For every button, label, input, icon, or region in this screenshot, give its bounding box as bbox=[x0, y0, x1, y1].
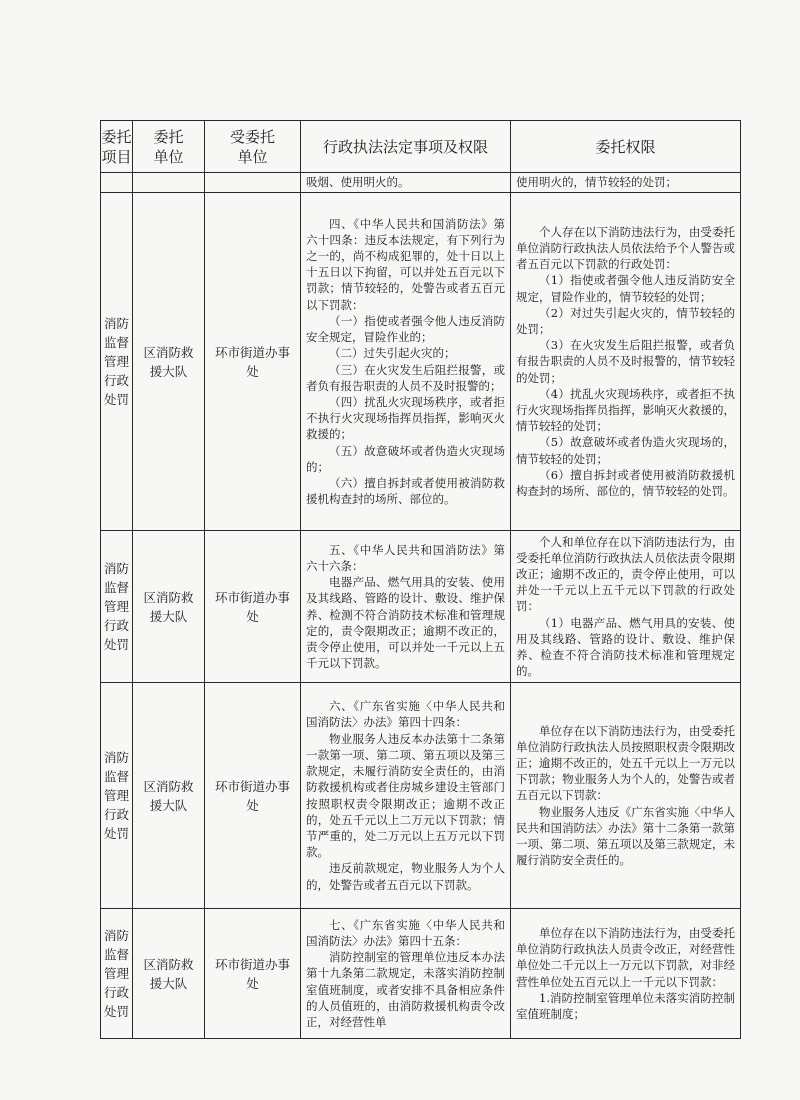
cell-text: 五、《中华人民共和国消防法》第六十六条： bbox=[306, 542, 505, 573]
cell-text: 处罚 bbox=[103, 1004, 129, 1019]
cell-text: 管理 bbox=[103, 599, 129, 614]
header-row bbox=[101, 121, 741, 173]
law-cell bbox=[301, 909, 511, 1039]
cell-text: （1）指使或者强令他人违反消防安全规定，冒险作业的，情节较轻的处罚； bbox=[516, 273, 735, 304]
header-law: 行政执法法定事项及权限 bbox=[301, 121, 511, 173]
entrusted-unit-cell bbox=[205, 909, 301, 1039]
entrusted-unit-cell bbox=[205, 531, 301, 683]
rights-cell bbox=[511, 193, 741, 531]
cell-text: 委托 bbox=[101, 127, 132, 146]
cell-text: 监督 bbox=[103, 580, 129, 595]
cell-text: 单位 bbox=[237, 147, 268, 166]
rights-cell bbox=[511, 173, 741, 193]
delegation-table bbox=[100, 120, 741, 1039]
cell-text: 处罚 bbox=[103, 392, 129, 407]
law-cell bbox=[301, 683, 511, 909]
cell-text: （3）在火灾发生后阻拦报警，或者负有报告职责的人员不及时报警的，情节较轻的处罚； bbox=[516, 338, 735, 385]
cell-text: （6）擅自拆封或者使用被消防救援机构查封的场所、部位的，情节较轻的处罚。 bbox=[516, 467, 735, 499]
cell-text: 援大队 bbox=[149, 363, 188, 379]
cell-text: 消防控制室的管理单位违反本办法第十九条第二款规定，未落实消防控制室值班制度，或者安排不具备相应条件的人员值班的，由消防救援机构责令改正，对经营性单 bbox=[306, 950, 505, 1029]
cell-text: （二）过失引起火灾的； bbox=[329, 346, 456, 361]
cell-text: 四、《中华人民共和国消防法》第六十四条：违反本法规定，有下列行为之一的，尚不构成犯罪的，处十日以上十五日以下拘留，可以并处五百元以下罚款；情节较轻的，处警告或者五百元以下罚款： bbox=[306, 216, 505, 312]
table-row bbox=[101, 683, 741, 909]
table-row bbox=[101, 531, 741, 683]
cell-text: 监督 bbox=[103, 769, 129, 784]
cell-text: 处 bbox=[246, 363, 259, 379]
cell-text: 环市街道办事 bbox=[214, 778, 290, 794]
table-row bbox=[101, 193, 741, 531]
cell-text: 管理 bbox=[103, 966, 129, 981]
cell-text: 单位 bbox=[153, 147, 184, 166]
cell-text: 行政 bbox=[103, 807, 129, 822]
cell-text: 管理 bbox=[103, 354, 129, 369]
cell-text: 行政 bbox=[103, 373, 129, 388]
cell-text: 管理 bbox=[103, 788, 129, 803]
cell-text: （三）在火灾发生后阻拦报警，或者负有报告职责的人员不及时报警的； bbox=[306, 362, 505, 393]
cell-text: 处罚 bbox=[103, 637, 129, 652]
cell-text: （五）故意破坏或者伪造火灾现场的； bbox=[306, 443, 505, 474]
rights-cell bbox=[511, 683, 741, 909]
project-cell bbox=[101, 531, 133, 683]
rights-cell bbox=[511, 909, 741, 1039]
project-cell bbox=[101, 909, 133, 1039]
entrust-unit-cell bbox=[133, 683, 205, 909]
cell-text: （2）对过失引起火灾的，情节较轻的处罚； bbox=[516, 305, 735, 336]
cell-text: 单位存在以下消防违法行为，由受委托单位消防行政执法人员按照职权责令限期改正；逾期不改正的，处五千元以上一万元以下罚款；物业服务人为个人的，处警告或者五百元以下罚款： bbox=[516, 723, 735, 803]
cell-text: 消防 bbox=[103, 928, 129, 943]
entrust-unit-cell bbox=[133, 193, 205, 531]
cell-text: 消防 bbox=[103, 561, 129, 576]
cell-text: 项目 bbox=[101, 147, 132, 166]
cell-text: （一）指使或者强令他人违反消防安全规定，冒险作业的； bbox=[306, 313, 505, 345]
cell-text: 区消防救 bbox=[143, 589, 194, 605]
law-cell bbox=[301, 531, 511, 683]
cell-text: 区消防救 bbox=[143, 956, 194, 972]
header-entrusted-unit bbox=[205, 121, 301, 173]
cell-text: 六、《广东省实施〈中华人民共和国消防法〉办法》第四十四条： bbox=[306, 699, 505, 730]
header-entrust-unit bbox=[133, 121, 205, 173]
entrust-unit-cell bbox=[133, 531, 205, 683]
cell-text: （1）电器产品、燃气用具的安装、使用及其线路、管路的设计、敷设、维护保养、检查不符合消防技术标准和管理规定的。 bbox=[516, 615, 735, 679]
cell-text: 单位存在以下消防违法行为，由受委托单位消防行政执法人员责令改正，对经营性单位处二千元以上一万元以下罚款，对非经营性单位处五百元以上一千元以下罚款： bbox=[516, 925, 735, 989]
law-cell bbox=[301, 173, 511, 193]
cell-text: 物业服务人违反《广东省实施〈中华人民共和国消防法〉办法》第十二条第一款第一项、第二项、第五项以及第三款规定，未履行消防安全责任的。 bbox=[516, 804, 735, 868]
continuation-row bbox=[101, 173, 741, 193]
header-project bbox=[101, 121, 133, 173]
cell-text: 处罚 bbox=[103, 826, 129, 841]
cell-text: 个人和单位存在以下消防违法行为，由受委托单位消防行政执法人员依法责令限期改正；逾期不改正的，责令停止使用，可以并处一千元以上五千元以下罚款的行政处罚： bbox=[516, 534, 735, 614]
cell-text: 援大队 bbox=[149, 608, 188, 624]
cell-text: 处 bbox=[246, 975, 259, 991]
cell-text: 援大队 bbox=[149, 797, 188, 813]
cell-text: 区消防救 bbox=[143, 778, 194, 794]
cell-text: 处 bbox=[246, 608, 259, 624]
law-cell bbox=[301, 193, 511, 531]
cell-text: 违反前款规定，物业服务人为个人的，处警告或者五百元以下罚款。 bbox=[306, 861, 505, 892]
cell-text: 1.消防控制室管理单位未落实消防控制室值班制度； bbox=[516, 990, 735, 1021]
project-cell bbox=[101, 683, 133, 909]
cell-text: 援大队 bbox=[149, 975, 188, 991]
entrusted-unit-cell bbox=[205, 683, 301, 909]
cell-text: 环市街道办事 bbox=[214, 589, 290, 605]
entrusted-unit-cell bbox=[205, 193, 301, 531]
cell-text: 行政 bbox=[103, 985, 129, 1000]
entrust-unit-cell bbox=[133, 909, 205, 1039]
cell-text: 消防 bbox=[103, 316, 129, 331]
cell-text: 监督 bbox=[103, 335, 129, 350]
cell-text: 使用明火的，情节较轻的处罚； bbox=[516, 175, 677, 190]
cell-text: 受委托 bbox=[229, 127, 275, 146]
cell-text: 物业服务人违反本办法第十二条第一款第一项、第二项、第五项以及第三款规定，未履行消防安全责任的，由消防救援机构或者住房城乡建设主管部门按照职权责令限期改正；逾期不改正的，处五千元以上二万元以下罚款；情节严重的，处二万元以上五万元以下罚款。 bbox=[306, 731, 505, 860]
cell-text: 电器产品、燃气用具的安装、使用及其线路、管路的设计、敷设、维护保养、检测不符合消防技术标准和管理规定的，责令限期改正；逾期不改正的，责令停止使用，可以并处一千元以上五千元以下罚款。 bbox=[306, 575, 505, 671]
cell-text: 委托 bbox=[153, 127, 184, 146]
cell-text: 消防 bbox=[103, 750, 129, 765]
cell-text: 吸烟、使用明火的。 bbox=[306, 175, 410, 190]
cell-text: （5）故意破坏或者伪造火灾现场的，情节较轻的处罚； bbox=[516, 435, 735, 466]
cell-text: （六）擅自拆封或者使用被消防救援机构查封的场所、部位的。 bbox=[306, 475, 505, 507]
cell-text: （4）扰乱火灾现场秩序，或者拒不执行火灾现场指挥员指挥，影响灭火救援的，情节较轻的处罚； bbox=[516, 386, 735, 434]
rights-cell bbox=[511, 531, 741, 683]
table-row bbox=[101, 909, 741, 1039]
cell-text: 处 bbox=[246, 797, 259, 813]
cell-text: 个人存在以下消防违法行为，由受委托单位消防行政执法人员依法给予个人警告或者五百元以下罚款的行政处罚： bbox=[516, 224, 735, 272]
cell-text: 环市街道办事 bbox=[214, 956, 290, 972]
cell-text: 监督 bbox=[103, 947, 129, 962]
cell-text: 七、《广东省实施〈中华人民共和国消防法〉办法》第四十五条： bbox=[306, 917, 505, 948]
cell-text: 行政 bbox=[103, 618, 129, 633]
cell-text: 区消防救 bbox=[143, 344, 194, 360]
cell-text: （四）扰乱火灾现场秩序，或者拒不执行火灾现场指挥员指挥，影响灭火救援的； bbox=[306, 394, 505, 442]
project-cell bbox=[101, 193, 133, 531]
cell-text: 环市街道办事 bbox=[214, 344, 290, 360]
header-rights: 委托权限 bbox=[511, 121, 741, 173]
